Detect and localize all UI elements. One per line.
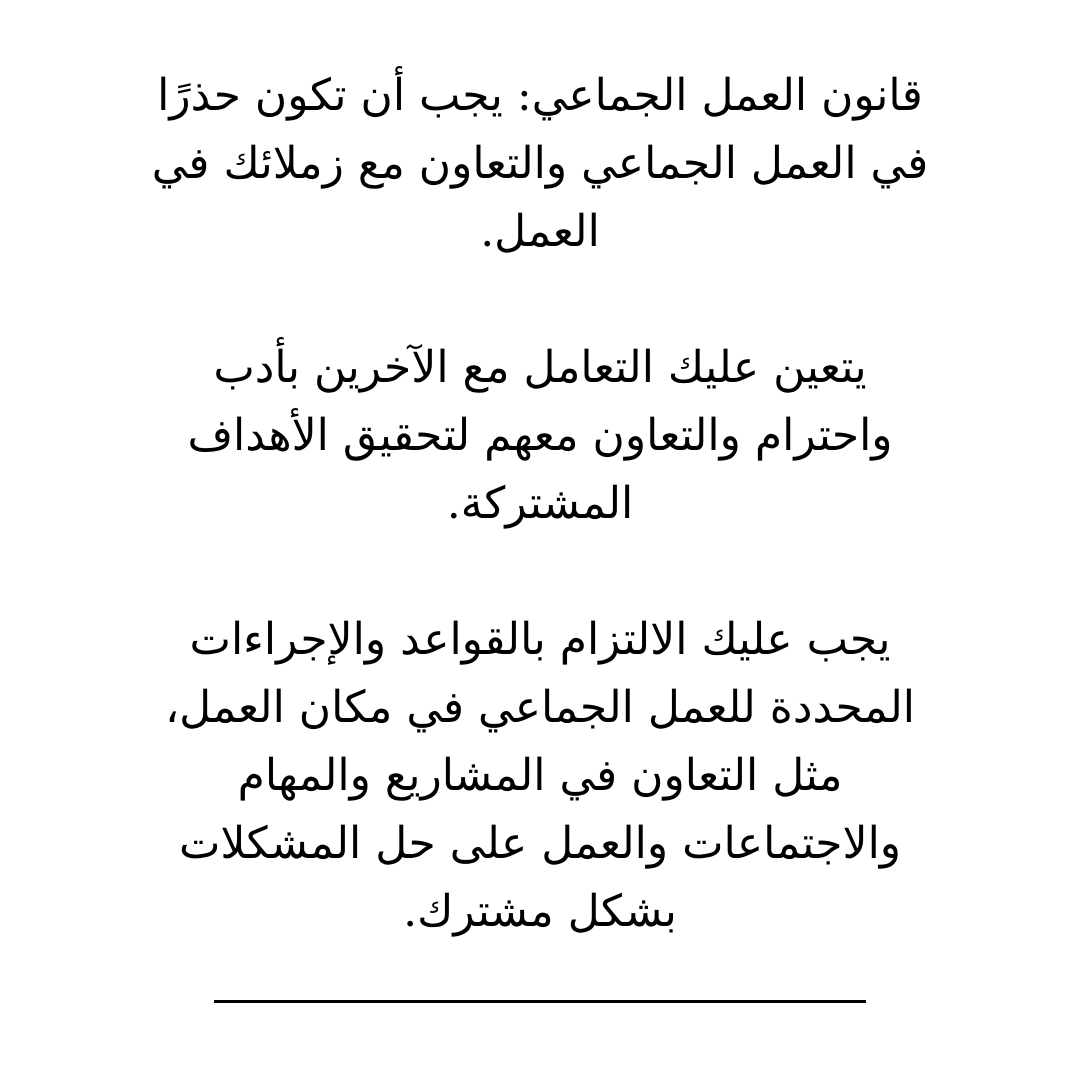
paragraph-respect-cooperation: يتعين عليك التعامل مع الآخرين بأدب واحترام والتعاون معهم لتحقيق الأهداف المشتركة. [187,342,893,529]
document-body [150,62,930,946]
divider-line [214,1000,866,1003]
paragraph-teamwork-law: قانون العمل الجماعي: يجب أن تكون حذرًا في العمل الجماعي والتعاون مع زملائك في العمل. [151,70,929,257]
paragraph-rules-procedures: يجب عليك الالتزام بالقواعد والإجراءات المحددة للعمل الجماعي في مكان العمل، مثل التعاون في المشاريع والمهام والاجتماعات والعمل على حل المشكلات بشكل مشترك. [164,614,916,937]
